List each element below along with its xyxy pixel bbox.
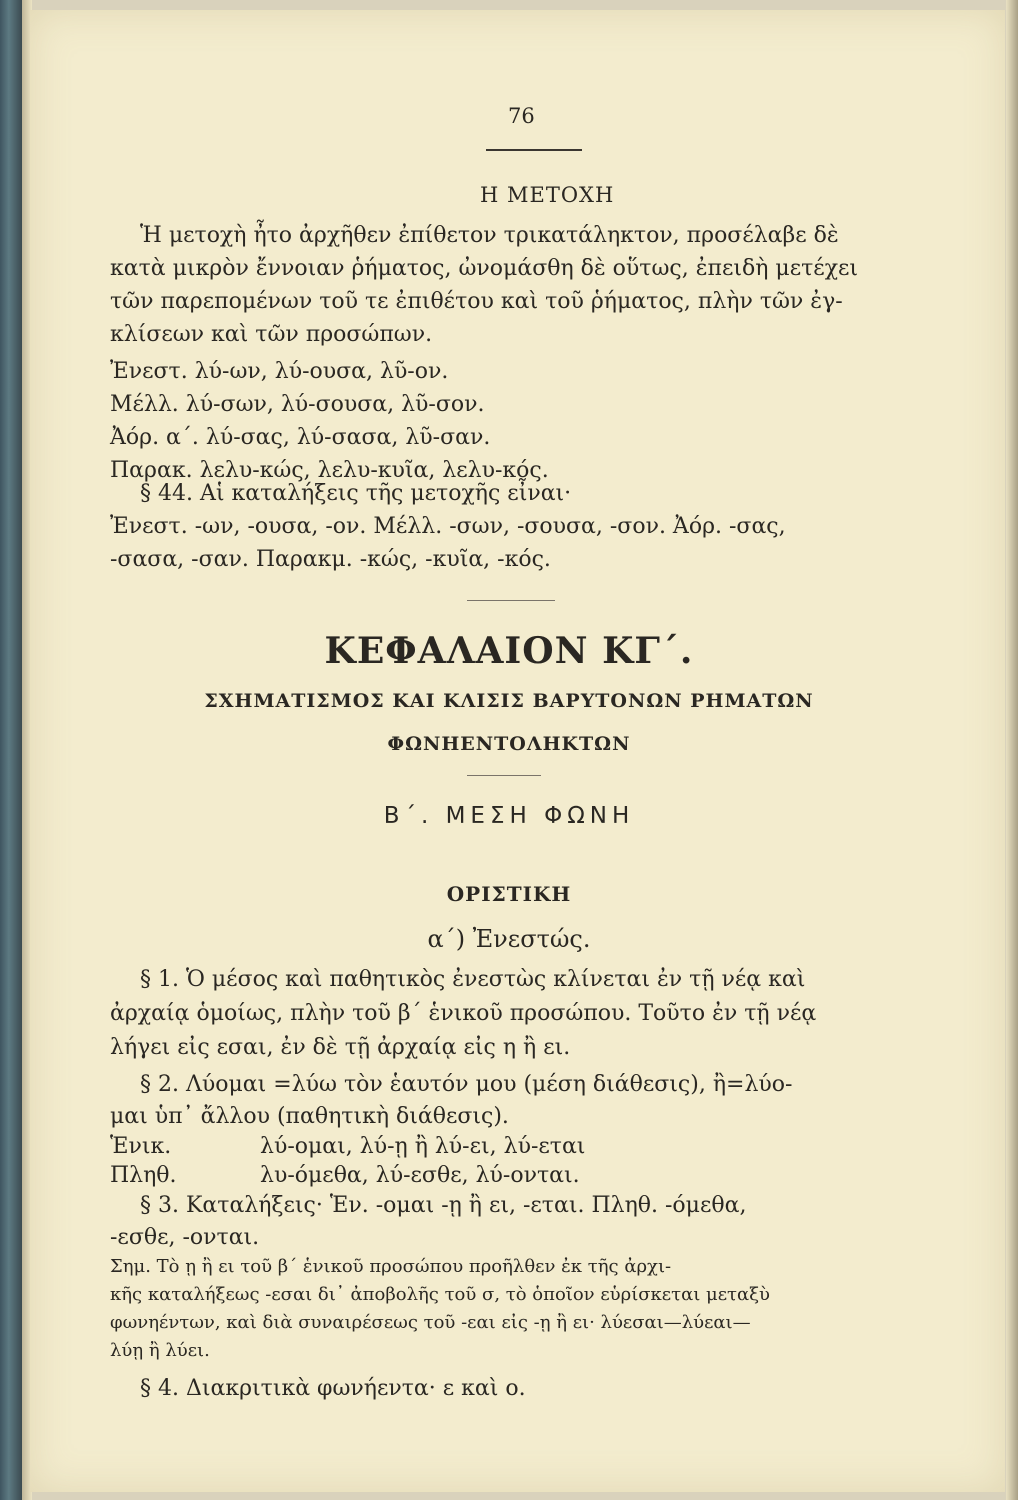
paragraph-line: τῶν παρεπομένων τοῦ τε ἐπιθέτου καὶ τοῦ ῥήματος, πλὴν τῶν ἐγ-	[110, 289, 843, 314]
paradigm-line: Ἐνεστ. λύ-ων, λύ-ουσα, λῦ-ον.	[110, 359, 449, 384]
chapter-subtitle: ΦΩΝΗΕΝΤΟΛΗΚΤΩΝ	[387, 733, 631, 755]
section-title: Η ΜΕΤΟΧΗ	[480, 183, 615, 207]
mood-heading: ΟΡΙΣΤΙΚΗ	[446, 882, 572, 906]
divider	[467, 775, 541, 776]
note-line: φωνηέντων, καὶ διὰ συναιρέσεως τοῦ -εαι εἰς -ῃ ἢ ει· λύεσαι—λύεαι—	[110, 1312, 751, 1333]
section-3-line: -εσθε, -ονται.	[110, 1225, 260, 1250]
section-3-line: § 3. Καταλήξεις· Ἑν. -ομαι -ῃ ἢ ει, -εται. Πληθ. -όμεθα,	[140, 1193, 747, 1218]
paragraph-line: κατὰ μικρὸν ἔννοιαν ῥήματος, ὠνομάσθη δὲ οὕτως, ἐπειδὴ μετέχει	[110, 256, 859, 281]
section-2-line: μαι ὑπ᾽ ἄλλου (παθητικὴ διάθεσις).	[110, 1104, 509, 1129]
conjugation-label: Ἑνικ.	[110, 1134, 172, 1159]
chapter-title: ΚΕΦΑΛΑΙΟΝ ΚΓ΄.	[324, 630, 694, 672]
conjugation-label: Πληθ.	[110, 1163, 177, 1188]
endings-line: -σασα, -σαν. Παρακμ. -κώς, -κυῖα, -κός.	[110, 547, 551, 572]
section-2-line: § 2. Λύομαι =λύω τὸν ἑαυτόν μου (μέση διάθεσις), ἢ=λύο-	[140, 1072, 793, 1097]
page-number-rule	[486, 149, 582, 151]
conjugation-forms: λύ-ομαι, λύ-ῃ ἢ λύ-ει, λύ-εται	[260, 1134, 586, 1159]
section-1-line: § 1. Ὁ μέσος καὶ παθητικὸς ἐνεστὼς κλίνεται ἐν τῇ νέᾳ καὶ	[140, 967, 806, 992]
note-line: κῆς καταλήξεως -εσαι δι᾽ ἀποβολῆς τοῦ σ, τὸ ὁποῖον εὑρίσκεται μεταξὺ	[110, 1284, 770, 1305]
endings-line: Ἐνεστ. -ων, -ουσα, -ον. Μέλλ. -σων, -σουσα, -σον. Ἀόρ. -σας,	[110, 514, 786, 539]
conjugation-row	[110, 1162, 580, 1190]
note-line: λύῃ ἢ λύει.	[110, 1340, 210, 1361]
endings-heading: § 44. Αἱ καταλήξεις τῆς μετοχῆς εἶναι·	[140, 481, 572, 506]
paradigm-line: Ἀόρ. α΄. λύ-σας, λύ-σασα, λῦ-σαν.	[110, 425, 491, 450]
paradigm-line: Μέλλ. λύ-σων, λύ-σουσα, λῦ-σον.	[110, 392, 485, 417]
section-1-line: λήγει εἰς εσαι, ἐν δὲ τῇ ἀρχαίᾳ εἰς η ἢ ει.	[110, 1035, 571, 1060]
conjugation-forms: λυ-όμεθα, λύ-εσθε, λύ-ονται.	[260, 1163, 580, 1188]
voice-heading: Β΄. ΜΕΣΗ ΦΩΝΗ	[383, 803, 635, 829]
page-number: 76	[508, 104, 535, 128]
note-line: Σημ. Τὸ ῃ ἢ ει τοῦ β΄ ἑνικοῦ προσώπου προῆλθεν ἐκ τῆς ἀρχι-	[110, 1256, 672, 1277]
chapter-subtitle: ΣΧΗΜΑΤΙΣΜΟΣ ΚΑΙ ΚΛΙΣΙΣ ΒΑΡΥΤΟΝΩΝ ΡΗΜΑΤΩΝ	[204, 690, 814, 712]
conjugation-row	[110, 1133, 585, 1161]
paragraph-line: κλίσεων καὶ τῶν προσώπων.	[110, 322, 433, 347]
paragraph-line: Ἡ μετοχὴ ἦτο ἀρχῆθεν ἐπίθετον τρικατάληκτον, προσέλαβε δὲ	[140, 223, 839, 248]
section-1-line: ἀρχαίᾳ ὁμοίως, πλὴν τοῦ β΄ ἑνικοῦ προσώπου. Τοῦτο ἐν τῇ νέᾳ	[110, 1001, 817, 1026]
tense-heading: α΄) Ἐνεστώς.	[427, 925, 591, 953]
paradigm-line: Παρακ. λελυ-κώς, λελυ-κυῖα, λελυ-κός.	[110, 458, 549, 483]
divider	[467, 600, 555, 601]
section-4-line: § 4. Διακριτικὰ φωνήεντα· ε καὶ ο.	[140, 1376, 526, 1401]
